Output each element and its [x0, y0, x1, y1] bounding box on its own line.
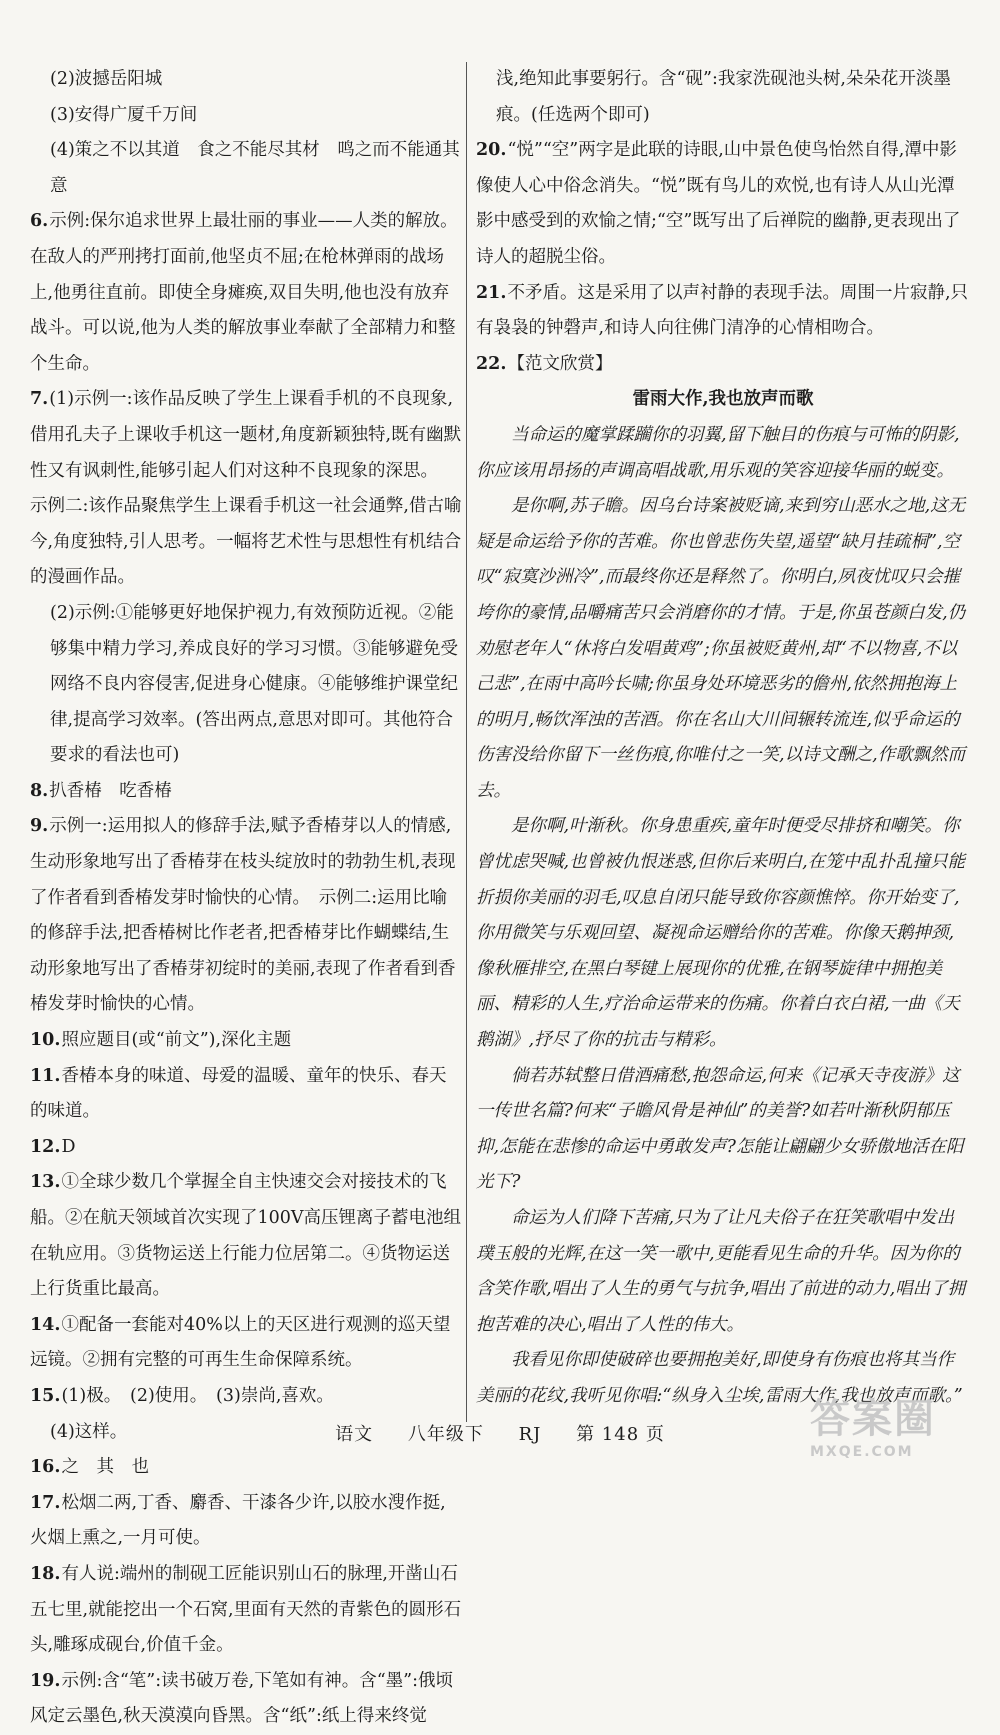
- answer-number: 10.: [30, 1030, 61, 1051]
- essay-paragraph: 我看见你即使破碎也要拥抱美好,即使身有伤痕也将其当作美丽的花纹,我听见你唱:“纵身入尘埃,雷雨大作,我也放声而歌。”: [476, 1350, 963, 1406]
- answer-number: 22.: [476, 353, 507, 374]
- watermark-text: 答案圈: [810, 1396, 936, 1442]
- right-column: [476, 62, 970, 1415]
- right-answers: [476, 62, 970, 382]
- answer-text: 有人说:端州的制砚工匠能识别山石的脉理,开凿山石五七里,就能挖出一个石窝,里面有天然的青紫色的圆形石头,雕琢成砚台,价值千金。: [30, 1563, 462, 1656]
- answer-item: [30, 596, 462, 774]
- answer-text: 香椿本身的味道、母爱的温暖、童年的快乐、春天的味道。: [30, 1065, 447, 1122]
- answer-number: 14.: [30, 1314, 61, 1335]
- essay-body: [476, 418, 970, 1415]
- watermark-logo: [810, 1387, 980, 1460]
- answer-text: 【范文欣赏】: [507, 353, 613, 374]
- answer-text: (4)这样。: [50, 1421, 128, 1442]
- answer-number: 19.: [30, 1670, 61, 1691]
- answer-text: 照应题目(或“前文”),深化主题: [61, 1030, 292, 1051]
- answer-text: (1)示例一:该作品反映了学生上课看手机的不良现象,借用孔夫子上课收手机这一题材,角度新颖独特,既有幽默性又有讽刺性,能够引起人们对这种不良现象的深思。 示例二:该作品聚焦学生上课看手机这一社会通弊,借古喻今,角度独特,引人思考。一幅将艺术性与思想性有机结合的漫画作品。: [30, 389, 462, 588]
- answer-text: 示例:含“笔”:读书破万卷,下笔如有神。含“墨”:俄顷风定云墨色,秋天漠漠向昏黑。含“纸”:纸上得来终觉: [30, 1670, 453, 1727]
- answer-item: [476, 347, 970, 383]
- answer-text: (2)示例:①能够更好地保护视力,有效预防近视。②能够集中精力学习,养成良好的学习习惯。③能够避免受网络不良内容侵害,促进身心健康。④能够维护课堂纪律,提高学习效率。(答出两点,意思对即可。其他符合要求的看法也可): [50, 602, 459, 766]
- answer-text: “悦”“空”两字是此联的诗眼,山中景色使鸟怡然自得,潭中影像使人心中俗念消失。“悦”既有鸟儿的欢悦,也有诗人从山光潭影中感受到的欢愉之情;“空”既写出了后禅院的幽静,更表现出了诗人的超脱尘俗。: [476, 140, 961, 267]
- footer-edition: RJ: [518, 1424, 542, 1445]
- answer-text: (3)安得广厦千万间: [50, 104, 198, 125]
- answer-item: [30, 1130, 462, 1166]
- answer-item: [30, 1023, 462, 1059]
- answer-item: [30, 1486, 462, 1557]
- answer-item: [476, 62, 970, 133]
- answer-item: [30, 1059, 462, 1130]
- answer-number: 11.: [30, 1065, 61, 1086]
- answer-item: [30, 1664, 462, 1735]
- answer-number: 8.: [30, 780, 49, 801]
- essay-paragraph: 是你啊,叶渐秋。你身患重疾,童年时便受尽排挤和嘲笑。你曾忧虑哭喊,也曾被仇恨迷惑,但你后来明白,在笼中乱扑乱撞只能折损你美丽的羽毛,叹息自闭只能导致你容颜憔悴。你开始变了,你用微笑与乐观回望、凝视命运赠给你的苦难。你像天鹅抻颈,像秋雁排空,在黑白琴键上展现你的优雅,在钢琴旋律中拥抱美丽、精彩的人生,疗治命运带来的伤痛。你着白衣白裙,一曲《天鹅湖》,抒尽了你的抗击与精彩。: [476, 816, 966, 1051]
- answer-text: 浅,绝知此事要躬行。含“砚”:我家洗砚池头树,朵朵花开淡墨痕。(任选两个即可): [496, 69, 951, 125]
- footer-grade: 八年级下: [407, 1424, 484, 1445]
- answer-item: [30, 1450, 462, 1486]
- answer-text: (2)波撼岳阳城: [50, 69, 163, 89]
- answer-number: 13.: [30, 1172, 61, 1193]
- answer-item: [30, 98, 462, 134]
- answer-item: [30, 62, 462, 98]
- answer-item: [30, 1557, 462, 1664]
- answer-number: 20.: [476, 140, 507, 161]
- answer-item: [30, 809, 462, 1023]
- answer-number: 18.: [30, 1563, 61, 1584]
- answer-text: (4)策之不以其道 食之不能尽其材 鸣之而不能通其意: [50, 140, 460, 196]
- answer-number: 21.: [476, 282, 507, 303]
- answer-text: D: [61, 1136, 76, 1157]
- essay-paragraph: 是你啊,苏子瞻。因乌台诗案被贬谪,来到穷山恶水之地,这无疑是命运给予你的苦难。你也曾悲伤失望,遥望“缺月挂疏桐”,空叹“寂寞沙洲冷”,而最终你还是释然了。你明白,夙夜忧叹只会摧垮你的豪情,品嚼痛苦只会消磨你的才情。于是,你虽苍颜白发,仍劝慰老年人“休将白发唱黄鸡”;你虽被贬黄州,却“不以物喜,不以己悲”,在雨中高吟长啸;你虽身处环境恶劣的儋州,依然拥抱海上的明月,畅饮浑浊的苦酒。你在名山大川间辗转流连,似乎命运的伤害没给你留下一丝伤痕,你唯付之一笑,以诗文酬之,作歌飘然而去。: [476, 496, 966, 801]
- essay-title: 雷雨大作,我也放声而歌: [632, 389, 814, 410]
- answer-item: [30, 1165, 462, 1307]
- answer-text: 不矛盾。这是采用了以声衬静的表现手法。周围一片寂静,只有袅袅的钟磬声,和诗人向往佛门清净的心情相吻合。: [476, 282, 969, 339]
- essay-paragraph: 倘若苏轼整日借酒痛愁,抱怨命运,何来《记承天寺夜游》这一传世名篇?何来“子瞻风骨是神仙”的美誉?如若叶渐秋阴郁压抑,怎能在悲惨的命运中勇敢发声?怎能让翩翩少女骄傲地活在阳光下?: [476, 1065, 964, 1193]
- answer-number: 7.: [30, 389, 49, 410]
- answer-text: ①配备一套能对40%以上的天区进行观测的巡天望远镜。②拥有完整的可再生生命保障系统。: [30, 1314, 451, 1371]
- answer-text: ①全球少数几个掌握全自主快速交会对接技术的飞船。②在航天领域首次实现了100V高压锂离子蓄电池组在轨应用。③货物运送上行能力位居第二。④货物运送上行货重比最高。: [30, 1172, 462, 1300]
- answer-item: [30, 1308, 462, 1379]
- answer-item: [30, 382, 462, 596]
- essay-paragraph: 当命运的魔掌蹂躏你的羽翼,留下触目的伤痕与可怖的阴影,你应该用昂扬的声调高唱战歌,用乐观的笑容迎接华丽的蜕变。: [476, 424, 960, 481]
- answer-item: [476, 133, 970, 275]
- left-column: [30, 62, 462, 1735]
- answer-text: 扒香椿 吃香椿: [49, 780, 172, 801]
- answer-text: 松烟二两,丁香、麝香、干漆各少许,以胶水溲作挺,火烟上熏之,一月可使。: [30, 1492, 446, 1549]
- answer-number: 9.: [30, 816, 49, 837]
- answer-text: 之 其 也: [61, 1457, 149, 1478]
- watermark-url: MXQE.COM: [810, 1444, 914, 1460]
- column-divider: [466, 62, 467, 1422]
- answer-item: [30, 1379, 462, 1415]
- answer-number: 17.: [30, 1492, 61, 1513]
- answer-number: 15.: [30, 1385, 61, 1406]
- footer-subject: 语文: [335, 1424, 374, 1445]
- essay-paragraph: 命运为人们降下苦痛,只为了让凡夫俗子在狂笑歌唱中发出璞玉般的光辉,在这一笑一歌中,更能看见生命的升华。因为你的含笑作歌,唱出了人生的勇气与抗争,唱出了前进的动力,唱出了拥抱苦难的决心,唱出了人性的伟大。: [476, 1208, 966, 1335]
- answer-number: 12.: [30, 1136, 61, 1157]
- answer-item: [476, 276, 970, 347]
- answer-text: (1)极。 (2)使用。 (3)崇尚,喜欢。: [61, 1385, 334, 1406]
- answer-number: 6.: [30, 211, 49, 232]
- answer-text: 示例:保尔追求世界上最壮丽的事业——人类的解放。在敌人的严刑拷打面前,他坚贞不屈;在枪林弹雨的战场上,他勇往直前。即使全身瘫痪,双目失明,他也没有放弃战斗。可以说,他为人类的解放事业奉献了全部精力和整个生命。: [30, 211, 458, 374]
- footer-page-number: 第 148 页: [576, 1424, 665, 1445]
- answer-item: [30, 204, 462, 382]
- answer-number: 16.: [30, 1457, 61, 1478]
- answer-text: 示例一:运用拟人的修辞手法,赋予香椿芽以人的情感,生动形象地写出了香椿芽在枝头绽放时的勃勃生机,表现了作者看到香椿发芽时愉快的心情。 示例二:运用比喻的修辞手法,把香椿树比作老者,把香椿芽比作蝴蝶结,生动形象地写出了香椿芽初绽时的美丽,表现了作者看到香椿发芽时愉快的心情。: [30, 816, 456, 1015]
- answer-item: [30, 774, 462, 810]
- answer-item: [30, 133, 462, 204]
